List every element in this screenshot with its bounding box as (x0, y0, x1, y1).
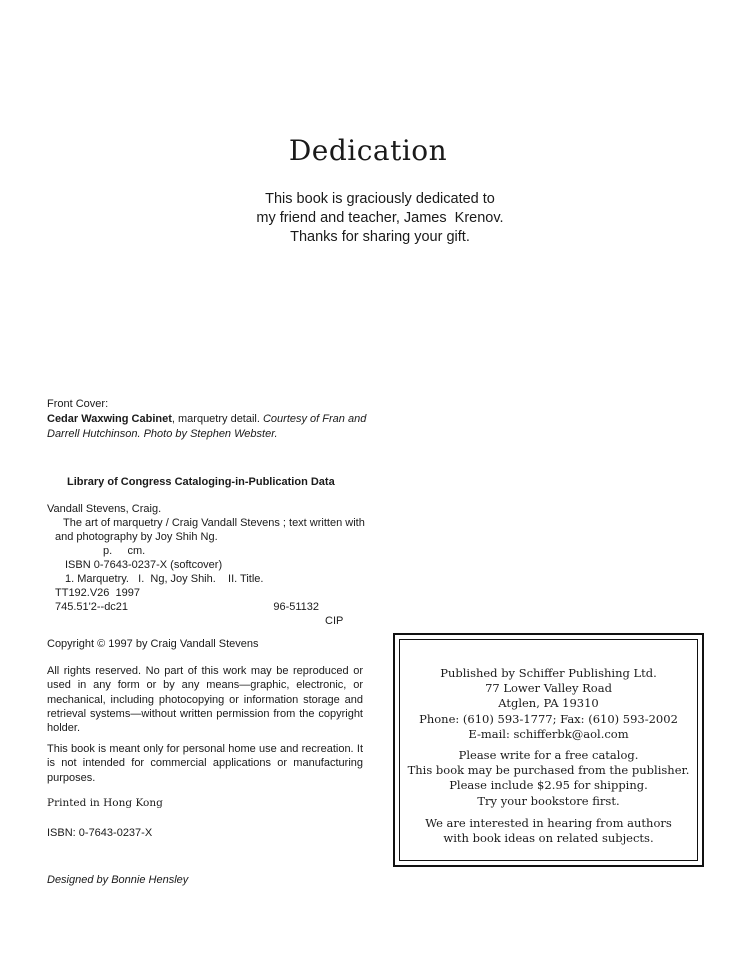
designer-credit: Designed by Bonnie Hensley (47, 874, 189, 886)
publisher-ordering (400, 748, 697, 809)
cataloging-pages: p. cm. (103, 545, 146, 557)
dedication-line: This book is graciously dedicated to (265, 191, 495, 207)
bookstore-note: Try your bookstore first. (477, 793, 620, 808)
cataloging-title-continued: and photography by Joy Shih Ng. (55, 531, 218, 543)
cataloging-dewey: 745.51'2--dc21 (55, 601, 129, 613)
publisher-info-inner-border (399, 639, 698, 861)
cataloging-title: The art of marquetry / Craig Vandall Stevens ; text written with (63, 517, 365, 529)
publisher-name: Published by Schiffer Publishing Ltd. (440, 666, 657, 680)
rights-statement: All rights reserved. No part of this work may be reproduced or used in any form or by any means—graphic, electronic, or mechanical, including photocopying or information storage and retrieval systems—without written permission from the copyright holder. (47, 665, 363, 735)
copyright-notice: Copyright © 1997 by Craig Vandall Stevens (47, 638, 259, 650)
dedication-text (0, 190, 736, 247)
cataloging-lccn: 96-51132 (273, 601, 319, 613)
cover-credit-continued: Darrell Hutchinson. Photo by Stephen Webster. (47, 428, 278, 440)
personal-use-statement: This book is meant only for personal home use and recreation. It is not intended for commercial applications or manufacturing purposes. (47, 743, 363, 784)
printed-in: Printed in Hong Kong (47, 797, 163, 809)
dedication-line: my friend and teacher, James Krenov. (256, 210, 504, 226)
cataloging-heading: Library of Congress Cataloging-in-Publication Data (67, 476, 335, 488)
cataloging-call-number: TT192.V26 1997 (55, 587, 141, 599)
cover-credit: Courtesy of Fran and (262, 413, 367, 425)
catalog-request: Please write for a free catalog. (458, 748, 639, 762)
cataloging-subjects: 1. Marquetry. I. Ng, Joy Shih. II. Title. (65, 573, 264, 585)
authors-note-line: We are interested in hearing from authors (425, 816, 672, 830)
dedication-line: Thanks for sharing your gift. (290, 229, 470, 245)
publisher-info-box (393, 633, 704, 867)
publisher-authors-note (400, 816, 697, 846)
shipping-note: Please include $2.95 for shipping. (449, 778, 648, 793)
authors-note-line: with book ideas on related subjects. (443, 831, 654, 846)
cataloging-block (47, 502, 377, 628)
cover-artwork-title: Cedar Waxwing Cabinet (47, 413, 172, 425)
isbn: ISBN: 0-7643-0237-X (47, 827, 153, 839)
cataloging-author: Vandall Stevens, Craig. (47, 503, 162, 515)
dedication-title: Dedication (288, 134, 448, 167)
publisher-city: Atglen, PA 19310 (498, 696, 599, 711)
purchase-note: This book may be purchased from the publisher. (407, 763, 690, 778)
cover-description: , marquetry detail. (171, 413, 263, 425)
cataloging-cip: CIP (325, 615, 344, 627)
publisher-phone: Phone: (610) 593-1777; Fax: (610) 593-2002 (419, 711, 678, 726)
publisher-email: E-mail: schifferbk@aol.com (468, 726, 629, 741)
publisher-address (400, 666, 697, 742)
front-cover-credit (47, 397, 377, 442)
publisher-street: 77 Lower Valley Road (485, 681, 612, 696)
cataloging-isbn: ISBN 0-7643-0237-X (softcover) (65, 559, 223, 571)
front-cover-label: Front Cover: (47, 398, 109, 410)
